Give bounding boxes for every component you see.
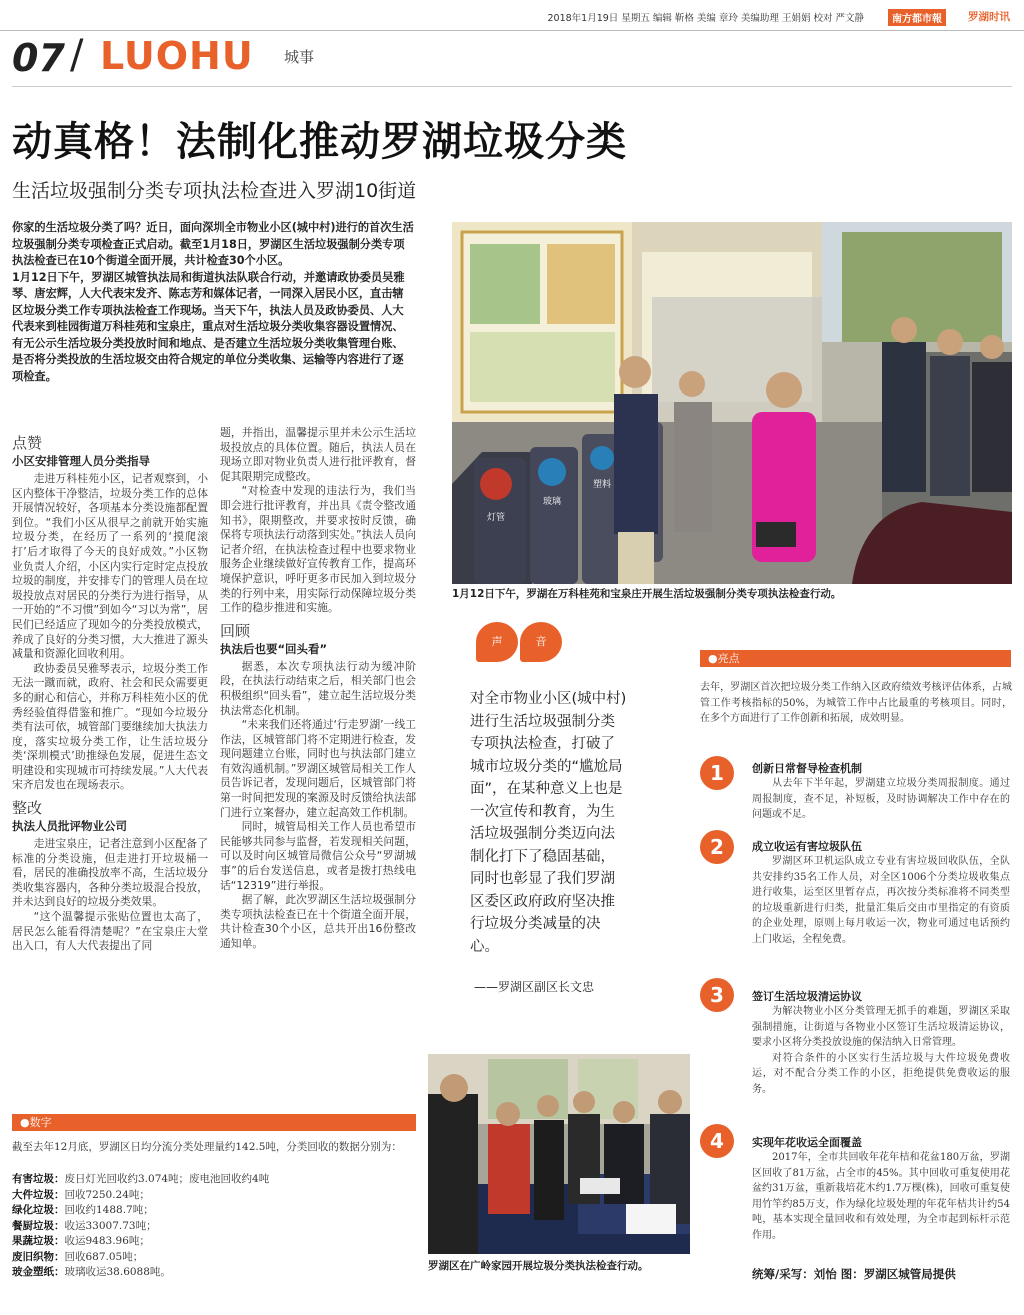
- body-paragraph: 据了解，此次罗湖区生活垃圾强制分类专项执法检查已在十个街道全面开展，共计检查30个小区，总共开出16份整改通知单。: [220, 893, 416, 950]
- stats-row-label: 大件垃圾：: [12, 1188, 65, 1201]
- highlight-number-badge: 2: [700, 830, 734, 864]
- body-paragraph: 题，并指出，温馨提示里并未公示生活垃圾投放点的具体位置。随后，执法人员在现场立即对物业负责人进行批评教育，督促其限期完成整改。: [220, 426, 416, 483]
- highlight-body: [752, 854, 1010, 948]
- photo-inspection-meeting: [428, 1054, 690, 1254]
- slash-divider: /: [70, 32, 84, 78]
- highlight-body: [752, 776, 1010, 823]
- supplement-logo: 罗湖时讯: [968, 11, 1010, 23]
- highlight-title: 实现年花收运全面覆盖: [752, 1136, 862, 1149]
- stats-row-value: 回收687.05吨；: [64, 1250, 144, 1263]
- body-paragraph: 政协委员吴雅琴表示，垃圾分类工作无法一蹴而就，政府、社会和民众需要更多的耐心和信心，并称万科桂苑小区的优秀经验值得借鉴和推广。“现如今垃圾分类有法可依，城管部门要继续加大执法力度，落实垃圾分类工作，让生活垃圾分类‘深圳模式’助推绿色发展，促进生态文明建设和实现城市可持续发展。”人大代表宋齐启发也在现场表示。: [12, 661, 208, 792]
- body-paragraph: 同时，城管局相关工作人员也希望市民能够共同参与监督，若发现相关问题，可以及时向区城管局微信公众号“罗湖城事”的后台发送信息，或者是拨打热线电话“12319”进行举报。: [220, 820, 416, 892]
- highlight-body: [752, 1004, 1010, 1098]
- stats-bar: ●数字: [12, 1114, 416, 1131]
- subheadline: 生活垃圾强制分类专项执法检查进入罗湖10街道: [12, 180, 417, 202]
- body-paragraph: 走进万科桂苑小区，记者观察到，小区内整体干净整洁，垃圾分类工作的总体开展情况较好，各项基本分类设施都配置到位。“我们小区从很早之前就开始实施垃圾分类，在经历了一系列的‘摸爬滚打’后才取得了今天的良好成效。”小区物业负责人介绍，小区内实行定时定点投放垃圾的制度，并安排专门的管理人员在垃圾投放点对居民的分类行为进行指导，从一开始的“不习惯”到如今“习以为常”，居民们已经适应了现如今的分类投放模式，养成了良好的分类习惯，大大推进了源头减量和资源化回收利用。: [12, 472, 208, 661]
- stats-row-label: 玻金塑纸：: [12, 1266, 65, 1278]
- highlight-paragraph: 罗湖区环卫机运队成立专业有害垃圾回收队伍，全队共安排约35名工作人员，对全区1006个分类垃圾收集点进行收集，运至区里暂存点，再次按分类标准将不同类型的垃圾重新进行归类，批量汇集后交由市里指定的有资质的企业处理，原则上每月收运一次，物业可通过电话预约上门收运，全程免费。: [752, 856, 1010, 945]
- quote-attribution: ——罗湖区副区长文忠: [474, 980, 595, 994]
- stats-row-label: 餐厨垃圾：: [12, 1219, 65, 1232]
- stats-row-value: 收运33007.73吨；: [64, 1219, 157, 1232]
- highlights-bar: ●亮点: [700, 650, 1011, 667]
- stats-row: [12, 1188, 416, 1204]
- masthead-info: 2018年1月19日 星期五 编辑 靳格 美编 章玲 美编助理 王娟娟 校对 严文静: [547, 13, 864, 24]
- stats-row: [12, 1172, 416, 1188]
- quote-bubble-icon: 音: [520, 622, 562, 662]
- highlight-body: [752, 1150, 1010, 1244]
- highlight-paragraph: 从去年下半年起，罗湖建立垃圾分类周报制度。通过周报制度，查不足，补短板，及时协调解决工作中存在的问题或不足。: [752, 778, 1010, 821]
- highlight-paragraph: 对符合条件的小区实行生活垃圾与大件垃圾免费收运，对不配合分类工作的小区，拒绝提供免费收运的服务。: [752, 1052, 1010, 1095]
- body-paragraph: “对检查中发现的违法行为，我们当即会进行批评教育，并出具《责令整改通知书》，限期整改，并要求按时反馈，确保将专项执法行动落到实处。”执法人员向记者介绍，在执法检查过程中也要求物业服务企业继续做好宣传教育工作，提高环境保护意识，呼吁更多市民加入到垃圾分类的行列中来，用实际行动保障垃圾分类工作的稳步推进和实施。: [220, 484, 416, 615]
- stats-row: [12, 1250, 416, 1266]
- highlight-paragraph: 2017年，全市共回收年花年桔和花盆180万盆，罗湖区回收了81万盆，占全市的45%。其中回收可重复使用花盆约31万盆，重新栽培花木约1.7万棵(株)，回收可重复使用竹竿约85万支，作为绿化垃圾处理的年花年桔共计约54吨，基本实现全量回收和有效处理，为全市起到标杆示范作用。: [752, 1152, 1010, 1241]
- section-heading-rectify: 整改: [12, 799, 43, 818]
- stats-list: [12, 1172, 416, 1281]
- highlight-number-badge: 3: [700, 978, 734, 1012]
- section-heading-praise: 点赞: [12, 434, 43, 452]
- bin-label-glass: 玻璃: [542, 497, 562, 507]
- highlight-title: 成立收运有害垃圾队伍: [752, 840, 862, 853]
- stats-row-label: 废旧织物：: [12, 1250, 65, 1263]
- stats-row-label: 果蔬垃圾：: [12, 1235, 65, 1247]
- newspaper-logo: 南方都市報: [888, 9, 946, 26]
- section-subheading-review: 执法后也要“回头看”: [220, 641, 328, 656]
- subsection-title: 城事: [284, 48, 315, 66]
- bin-label-plastic: 塑料: [592, 480, 612, 490]
- headline: 动真格！法制化推动罗湖垃圾分类: [12, 119, 627, 165]
- top-photo-caption: 1月12日下午，罗湖在万科桂苑和宝泉庄开展生活垃圾强制分类专项执法检查行动。: [452, 588, 842, 600]
- section-title: LUOHU: [100, 34, 254, 78]
- masthead-bar: [0, 0, 1024, 31]
- highlight-paragraph: 为解决物业小区分类管理无抓手的难题，罗湖区采取强制措施，让街道与各物业小区签订生活垃圾清运协议，要求小区将分类投放设施的保洁纳入日常管理。: [752, 1006, 1010, 1049]
- stats-row-label: 绿化垃圾：: [12, 1204, 65, 1216]
- section-subheading-praise: 小区安排管理人员分类指导: [12, 454, 150, 468]
- stats-row-value: 玻璃收运38.6088吨。: [64, 1266, 171, 1278]
- header-rule: [12, 86, 1012, 87]
- quote-bubble-icon: 声: [476, 622, 518, 662]
- bin-label-lamp: 灯管: [486, 513, 506, 523]
- photo-inspection-bins: [452, 222, 1012, 584]
- highlights-intro: 去年，罗湖区首次把垃圾分类工作纳入区政府绩效考核评估体系，占城管工作考核指标的50%，为城管工作中占比最重的考核项目。同时，在多个方面进行了工作创新和拓展，成效明显。: [700, 682, 1012, 725]
- lead-paragraph-1: 你家的生活垃圾分类了吗？近日，面向深圳全市物业小区(城中村)进行的首次生活垃圾强制分类专项检查正式启动。截至1月18日，罗湖区生活垃圾强制分类专项执法检查已在10个街道全面开展，共计检查30个小区。: [12, 221, 414, 267]
- stats-row: [12, 1203, 416, 1219]
- page-number: 07: [12, 36, 65, 80]
- stats-row-label: 有害垃圾：: [12, 1173, 65, 1185]
- stats-row: [12, 1265, 416, 1281]
- bottom-photo-caption: 罗湖区在广岭家园开展垃圾分类执法检查行动。: [428, 1260, 649, 1272]
- highlight-number-badge: 1: [700, 756, 734, 790]
- credit-line: 统筹/采写：刘怡 图：罗湖区城管局提供: [752, 1267, 956, 1281]
- section-subheading-rectify: 执法人员批评物业公司: [12, 819, 127, 834]
- lead-block: [12, 220, 414, 385]
- lead-paragraph-2: 1月12日下午，罗湖区城管执法局和街道执法队联合行动，并邀请政协委员吴雅琴、唐宏辉，人大代表宋发齐、陈志芳和媒体记者，一同深入居民小区，直击辖区垃圾分类工作专项执法检查工作现场。当天下午，执法人员及政协委员、人大代表来到桂园街道万科桂苑和宝泉庄，重点对生活垃圾分类收集容器设置情况、有无公示生活垃圾分类投放时间和地点、是否建立生活垃圾分类收集管理台账、是否将分类投放的生活垃圾交由符合规定的单位分类收集、运输等内容进行了逐项检查。: [12, 270, 405, 383]
- highlight-number-badge: 4: [700, 1124, 734, 1158]
- body-paragraph: “未来我们还将通过‘行走罗湖’一线工作法，区城管部门将不定期进行检查，发现问题建立台账，同时也与执法部门建立有效沟通机制。”罗湖区城管局相关工作人员告诉记者，发现问题后，区城管部门将第一时间把发现的案源及时反馈给执法部门进行立案督办，建立起高效工作机制。: [220, 718, 417, 819]
- stats-row-value: 回收约1488.7吨；: [64, 1204, 154, 1216]
- body-paragraph: 据悉，本次专项执法行动为缓冲阶段，在执法行动结束之后，相关部门也会积极组织“回头看”，建立起生活垃圾分类执法常态化机制。: [220, 659, 416, 717]
- section-heading-review: 回顾: [220, 621, 251, 640]
- stats-row: [12, 1219, 416, 1235]
- article-column-1: [12, 432, 208, 954]
- stats-intro: 截至去年12月底，罗湖区日均分流分类处理量约142.5吨，分类回收的数据分别为：: [12, 1141, 402, 1153]
- stats-row-value: 收运9483.96吨；: [64, 1235, 150, 1247]
- article-column-2: [220, 426, 416, 952]
- body-paragraph: 走进宝泉庄，记者注意到小区配备了标准的分类设施，但走进打开垃圾桶一看，居民的准确投放率不高，生活垃圾分类收集容器内，各种分类垃圾混合投放，并未达到良好的垃圾分类效果。: [12, 837, 208, 909]
- stats-row-value: 回收7250.24吨；: [64, 1188, 150, 1201]
- highlight-title: 创新日常督导检查机制: [752, 762, 862, 775]
- body-paragraph: “这个温馨提示张贴位置也太高了，居民怎么能看得清楚呢？”在宝泉庄大堂出入口，有人大代表提出了同: [12, 910, 208, 953]
- highlight-title: 签订生活垃圾清运协议: [752, 990, 862, 1003]
- quote-text: 对全市物业小区(城中村)进行生活垃圾强制分类专项执法检查，打破了城市垃圾分类的“尴尬局面”，在某种意义上也是一次宣传和教育，为生活垃圾强制分类迈向法制化打下了稳固基础，同时也彰显了我们罗湖区委区政府政府坚决推行垃圾分类减量的决心。: [470, 691, 627, 955]
- stats-row-value: 废日灯光回收约3.074吨；废电池回收约4吨: [64, 1173, 270, 1185]
- stats-row: [12, 1234, 416, 1250]
